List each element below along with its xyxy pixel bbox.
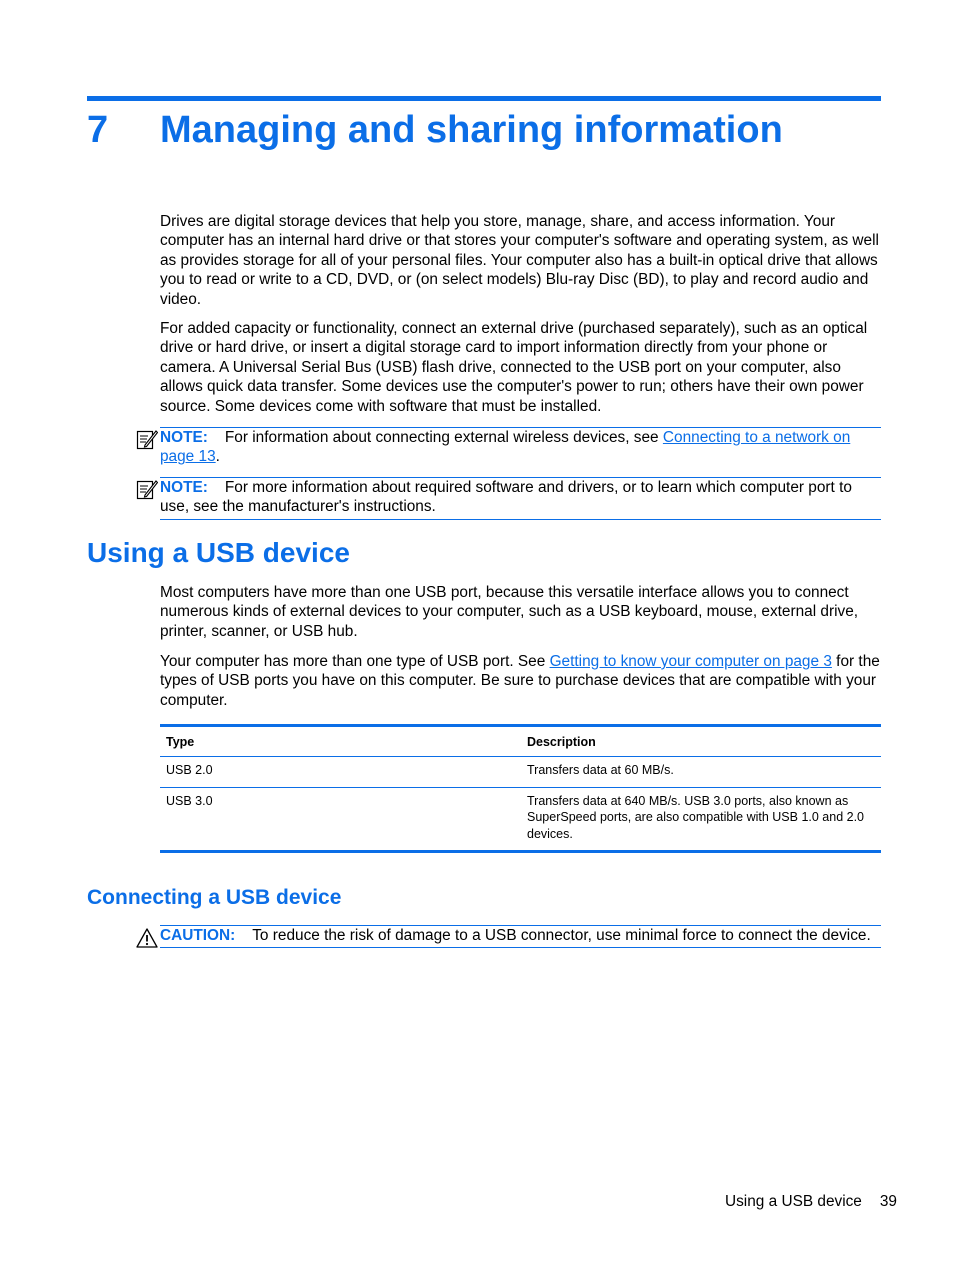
caution-box <box>160 925 881 948</box>
link-connecting-to-network[interactable]: Connecting to a network on page 13 <box>160 429 851 466</box>
note-label: NOTE: <box>160 479 208 496</box>
usb-paragraph-1: Most computers have more than one USB port, because this versatile interface allows you to connect numerous kinds of external devices to your computer, such as a USB keyboard, mouse, external drive, printer, scanner, or USB hub. <box>160 584 859 640</box>
usb-paragraph-2 <box>160 652 882 710</box>
link-getting-to-know-computer[interactable]: Getting to know your computer on page 3 <box>549 653 832 670</box>
note-punctuation: . <box>215 448 220 466</box>
note-pencil-icon <box>136 428 158 450</box>
table-row <box>160 757 881 788</box>
section-heading-using-usb: Using a USB device <box>87 537 350 568</box>
intro-paragraph-2: For added capacity or functionality, connect an external drive (purchased separately), such as an optical drive or hard drive, or insert a digital storage card to import information directly from your phone or camera. A Universal Serial Bus (USB) flash drive, connected to the USB port on your computer, also allows quick data transfer. Some devices use the computer's power to run; others have their own power source. Some devices come with software that must be installed. <box>160 320 868 415</box>
chapter-heading <box>87 108 783 152</box>
usb-types-table <box>160 724 881 853</box>
table-row <box>160 787 881 852</box>
footer-section-title: Using a USB device <box>725 1193 862 1210</box>
caution-label: CAUTION: <box>160 927 236 944</box>
table-cell-description: Transfers data at 640 MB/s. USB 3.0 ports, also known as SuperSpeed ports, are also compatible with USB 1.0 and 2.0 devices. <box>527 793 865 841</box>
table-header-description: Description <box>527 734 596 749</box>
caution-triangle-icon <box>136 927 158 949</box>
note-drivers <box>160 477 881 520</box>
chapter-number: 7 <box>87 109 109 151</box>
section-heading-connecting-usb: Connecting a USB device <box>87 886 342 909</box>
table-cell-description: Transfers data at 60 MB/s. <box>527 763 674 777</box>
note-text: For information about connecting external wireless devices, see <box>224 429 663 446</box>
note-text: For more information about required software and drivers, or to learn which computer port to use, see the manufacturer's instructions. <box>160 479 852 516</box>
note-label: NOTE: <box>160 429 208 446</box>
page-number: 39 <box>879 1193 897 1210</box>
chapter-rule <box>87 96 881 101</box>
page-footer <box>725 1192 897 1212</box>
table-cell-type: USB 2.0 <box>166 763 213 777</box>
note-pencil-icon <box>136 478 158 500</box>
chapter-title: Managing and sharing information <box>160 109 783 151</box>
intro-paragraph-1: Drives are digital storage devices that help you store, manage, share, and access information. Your computer has an internal hard drive or that stores your computer's software and operating system, as well as provides storage for all of your personal files. Your computer also has a built-in optical drive that allows you to read or write to a CD, DVD, or (on select models) Blu-ray Disc (BD), to play and record audio and video. <box>160 213 879 308</box>
table-header-row <box>160 726 881 757</box>
caution-text: To reduce the risk of damage to a USB connector, use minimal force to connect the device. <box>252 927 871 944</box>
table-cell-type: USB 3.0 <box>166 793 213 808</box>
table-header-type: Type <box>166 734 195 749</box>
note-wireless <box>160 427 881 467</box>
usb-paragraph-2-end: for the types of USB ports you have on this computer. Be sure to purchase devices that are compatible with your computer. <box>160 653 880 709</box>
usb-paragraph-2-start: Your computer has more than one type of USB port. See <box>160 653 550 670</box>
